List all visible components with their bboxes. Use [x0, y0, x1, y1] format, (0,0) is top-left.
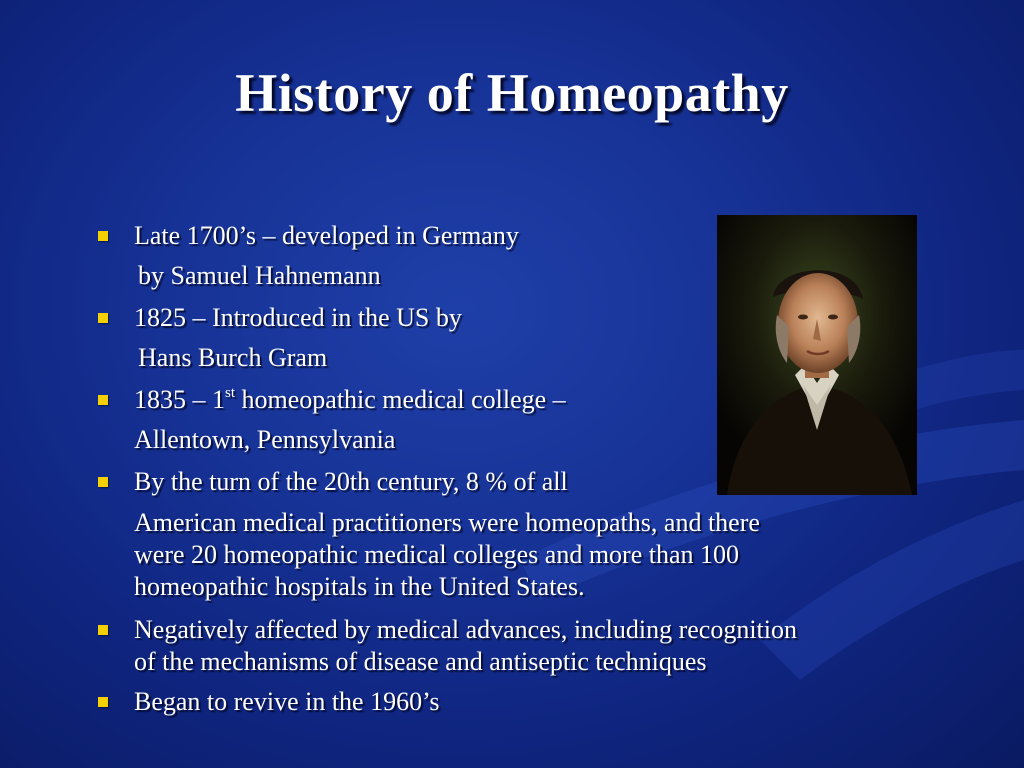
bullet-5-line-1: Negatively affected by medical advances, including recognition — [134, 615, 797, 644]
slide-title: History of Homeopathy — [235, 63, 789, 123]
bullet-3-suffix: homeopathic medical college – — [235, 385, 566, 414]
bullet-3-prefix: 1835 – 1 — [134, 385, 225, 414]
bullet-marker — [98, 625, 108, 635]
portrait-image — [717, 215, 917, 495]
bullet-4-line-1: By the turn of the 20th century, 8 % of all — [134, 467, 568, 496]
bullet-2-line-2: Hans Burch Gram — [138, 343, 328, 372]
bullet-marker — [98, 395, 108, 405]
bullet-1-line-1: Late 1700’s – developed in Germany — [134, 221, 519, 250]
bullet-marker — [98, 313, 108, 323]
bullet-marker — [98, 477, 108, 487]
bullet-6-line-1: Began to revive in the 1960’s — [134, 687, 440, 716]
bullet-marker — [98, 231, 108, 241]
bullet-1-line-2: by Samuel Hahnemann — [138, 261, 381, 290]
bullet-4-line-2: American medical practitioners were homeopaths, and there — [134, 508, 760, 537]
bullet-4-line-3: were 20 homeopathic medical colleges and more than 100 — [134, 540, 740, 569]
bullet-4-line-4: homeopathic hospitals in the United States. — [134, 572, 585, 601]
bullet-marker — [98, 697, 108, 707]
bullet-3-line-1 — [134, 384, 566, 416]
bullet-5-line-2: of the mechanisms of disease and antiseptic techniques — [134, 647, 707, 676]
bullet-2-line-1: 1825 – Introduced in the US by — [134, 303, 462, 332]
ordinal-suffix: st — [225, 385, 236, 401]
portrait-of-samuel-hahnemann-icon — [717, 215, 917, 495]
bullet-3-line-2: Allentown, Pennsylvania — [134, 425, 396, 454]
